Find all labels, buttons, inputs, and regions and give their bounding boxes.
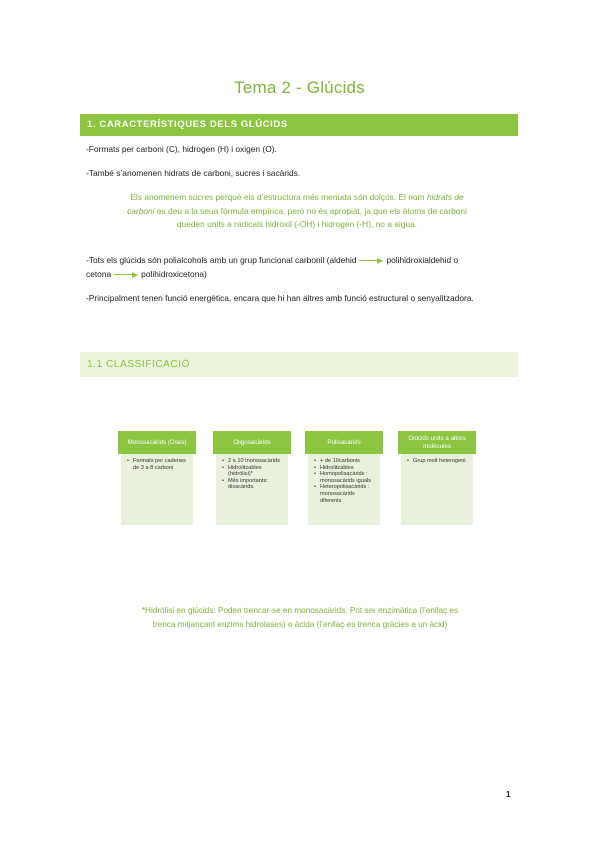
paragraph-names: -També s’anomenen hidrats de carboni, sucres i sacàrids. bbox=[86, 168, 301, 178]
page-number: 1 bbox=[506, 790, 511, 799]
card-item: • Homopolisacàrids : monosacàrids iguals bbox=[320, 471, 376, 484]
note-text: Els anomenem bbox=[130, 192, 189, 202]
text: polihidroxialdehid o bbox=[386, 255, 459, 265]
card-item: • Heteropolisacàrids : monosacàrids diferents bbox=[320, 484, 376, 504]
card-body bbox=[401, 454, 473, 525]
note-emphasis: hidrats de carboni bbox=[127, 192, 464, 216]
note-sugars bbox=[118, 191, 476, 232]
subsection-heading-classification: 1.1 CLASSIFICACIÓ bbox=[80, 352, 518, 377]
classification-card-conjugated-glucids bbox=[398, 431, 476, 525]
card-item: • Hidrolitzables (hidròlisi)* bbox=[228, 465, 284, 478]
card-body bbox=[121, 454, 193, 525]
card-body bbox=[216, 454, 288, 525]
card-item: • 2 a 10 monosacàrids bbox=[228, 458, 284, 465]
card-heading: Polisacàrids bbox=[305, 431, 383, 454]
classification-card-oligosaccharides bbox=[213, 431, 291, 525]
page-title: Tema 2 - Glúcids bbox=[234, 78, 365, 97]
note-text: es deu a la seua fórmula empírica, però no és apropiat, ja que els àtoms de carboni queden units a radicals hidroxil (-OH) i hidrogen (-H), no a aigua. bbox=[154, 205, 467, 229]
card-heading: Oligosacàrids bbox=[213, 431, 291, 454]
card-item: • + de 10carbonis bbox=[320, 458, 376, 465]
text: cetona bbox=[86, 269, 112, 279]
card-body bbox=[308, 454, 380, 525]
paragraph-composition: -Formats per carboni (C), hidrogen (H) i oxigen (O). bbox=[86, 144, 277, 154]
card-item: • Hidrolitzables bbox=[320, 465, 376, 472]
footnote-hydrolysis: *Hidròlisi en glúcids: Poden trencar-se en monosacàrids. Pot ser enzimàtica (l’enllaç es trenca mitjançant enzims hidrolases) o àcida (l’enllaç es trenca gràcies a un àcid) bbox=[141, 606, 459, 629]
section-heading-characteristics: 1. CARACTERÍSTIQUES DELS GLÚCIDS bbox=[80, 114, 518, 136]
card-item: • Més importants: disacàrids. bbox=[228, 478, 284, 491]
note-emphasis: sucres bbox=[188, 192, 214, 202]
text: -Tots els glúcids són polialcohols amb un grup funcional carbonil (aldehid bbox=[86, 255, 357, 265]
arrow-right-icon bbox=[359, 257, 383, 265]
note-text: perquè els d’estructura més menuda són dolços. El nom bbox=[213, 192, 427, 202]
card-heading: Monosacàrids (Oses) bbox=[118, 431, 196, 454]
arrow-right-icon bbox=[114, 271, 138, 279]
card-heading: Glúcids units a altres molècules bbox=[398, 431, 476, 454]
paragraph-function: -Principalment tenen funció energètica, encara que hi han altres amb funció estructural o senyalitzadora. bbox=[86, 293, 474, 303]
paragraph-polyalcohols bbox=[86, 253, 506, 281]
card-item: • Formats per cadenes de 3 a 8 carboni bbox=[133, 458, 189, 471]
text: polihidroxicetona) bbox=[141, 269, 207, 279]
classification-card-monosaccharides bbox=[118, 431, 196, 525]
card-item: • Grup molt heterogeni bbox=[413, 458, 469, 465]
classification-card-polysaccharides bbox=[305, 431, 383, 525]
